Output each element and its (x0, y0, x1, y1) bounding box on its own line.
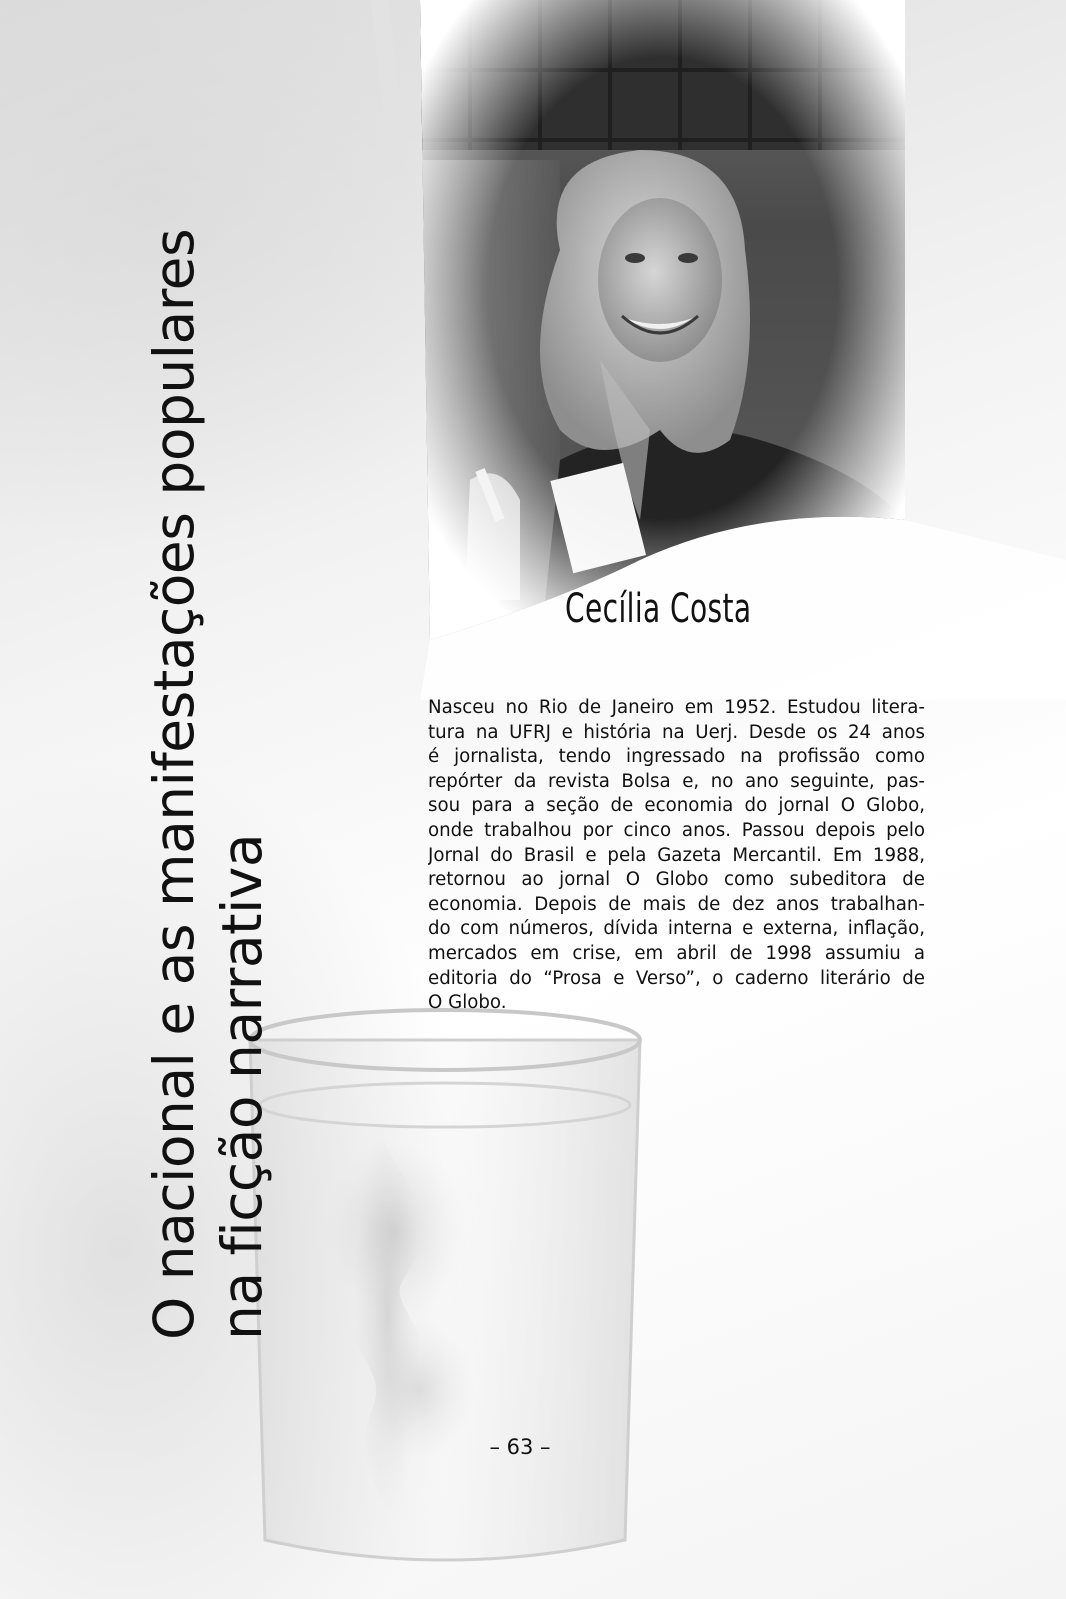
author-biography (428, 696, 925, 1016)
bio-line: repórter da revista Bolsa e, no ano seguinte, pas- (428, 770, 925, 792)
bio-line: editoria do “Prosa e Verso”, o caderno literário de (428, 967, 925, 989)
bio-line: mercados em crise, em abril de 1998 assumiu a (428, 942, 925, 964)
page-number: – 63 – (489, 1435, 551, 1459)
bio-line: retornou ao jornal O Globo como subeditora de (428, 869, 925, 891)
bio-line: Jornal do Brasil e pela Gazeta Mercantil. Em 1988, (428, 844, 925, 866)
bio-line: O Globo. (428, 992, 507, 1014)
bio-line: sou para a seção de economia do jornal O Globo, (428, 795, 925, 817)
bio-line: tura na UFRJ e história na Uerj. Desde os 24 anos (428, 721, 925, 743)
book-title-line-1: O nacional e as manifestações populares (142, 228, 206, 1340)
bio-line: é jornalista, tendo ingressado na profissão como (428, 746, 925, 768)
bio-line: Nasceu no Rio de Janeiro em 1952. Estudou litera- (428, 697, 925, 718)
bio-line: economia. Depois de mais de dez anos trabalhan- (428, 893, 925, 915)
bio-line: onde trabalhou por cinco anos. Passou depois pelo (428, 819, 925, 841)
book-title-vertical (140, 140, 276, 1340)
book-title-line-2: na ficção narrativa (210, 833, 274, 1340)
bio-line: do com números, dívida interna e externa, inflação, (428, 918, 925, 940)
author-name: Cecília Costa (565, 586, 752, 632)
page-number-container (0, 1435, 1066, 1459)
